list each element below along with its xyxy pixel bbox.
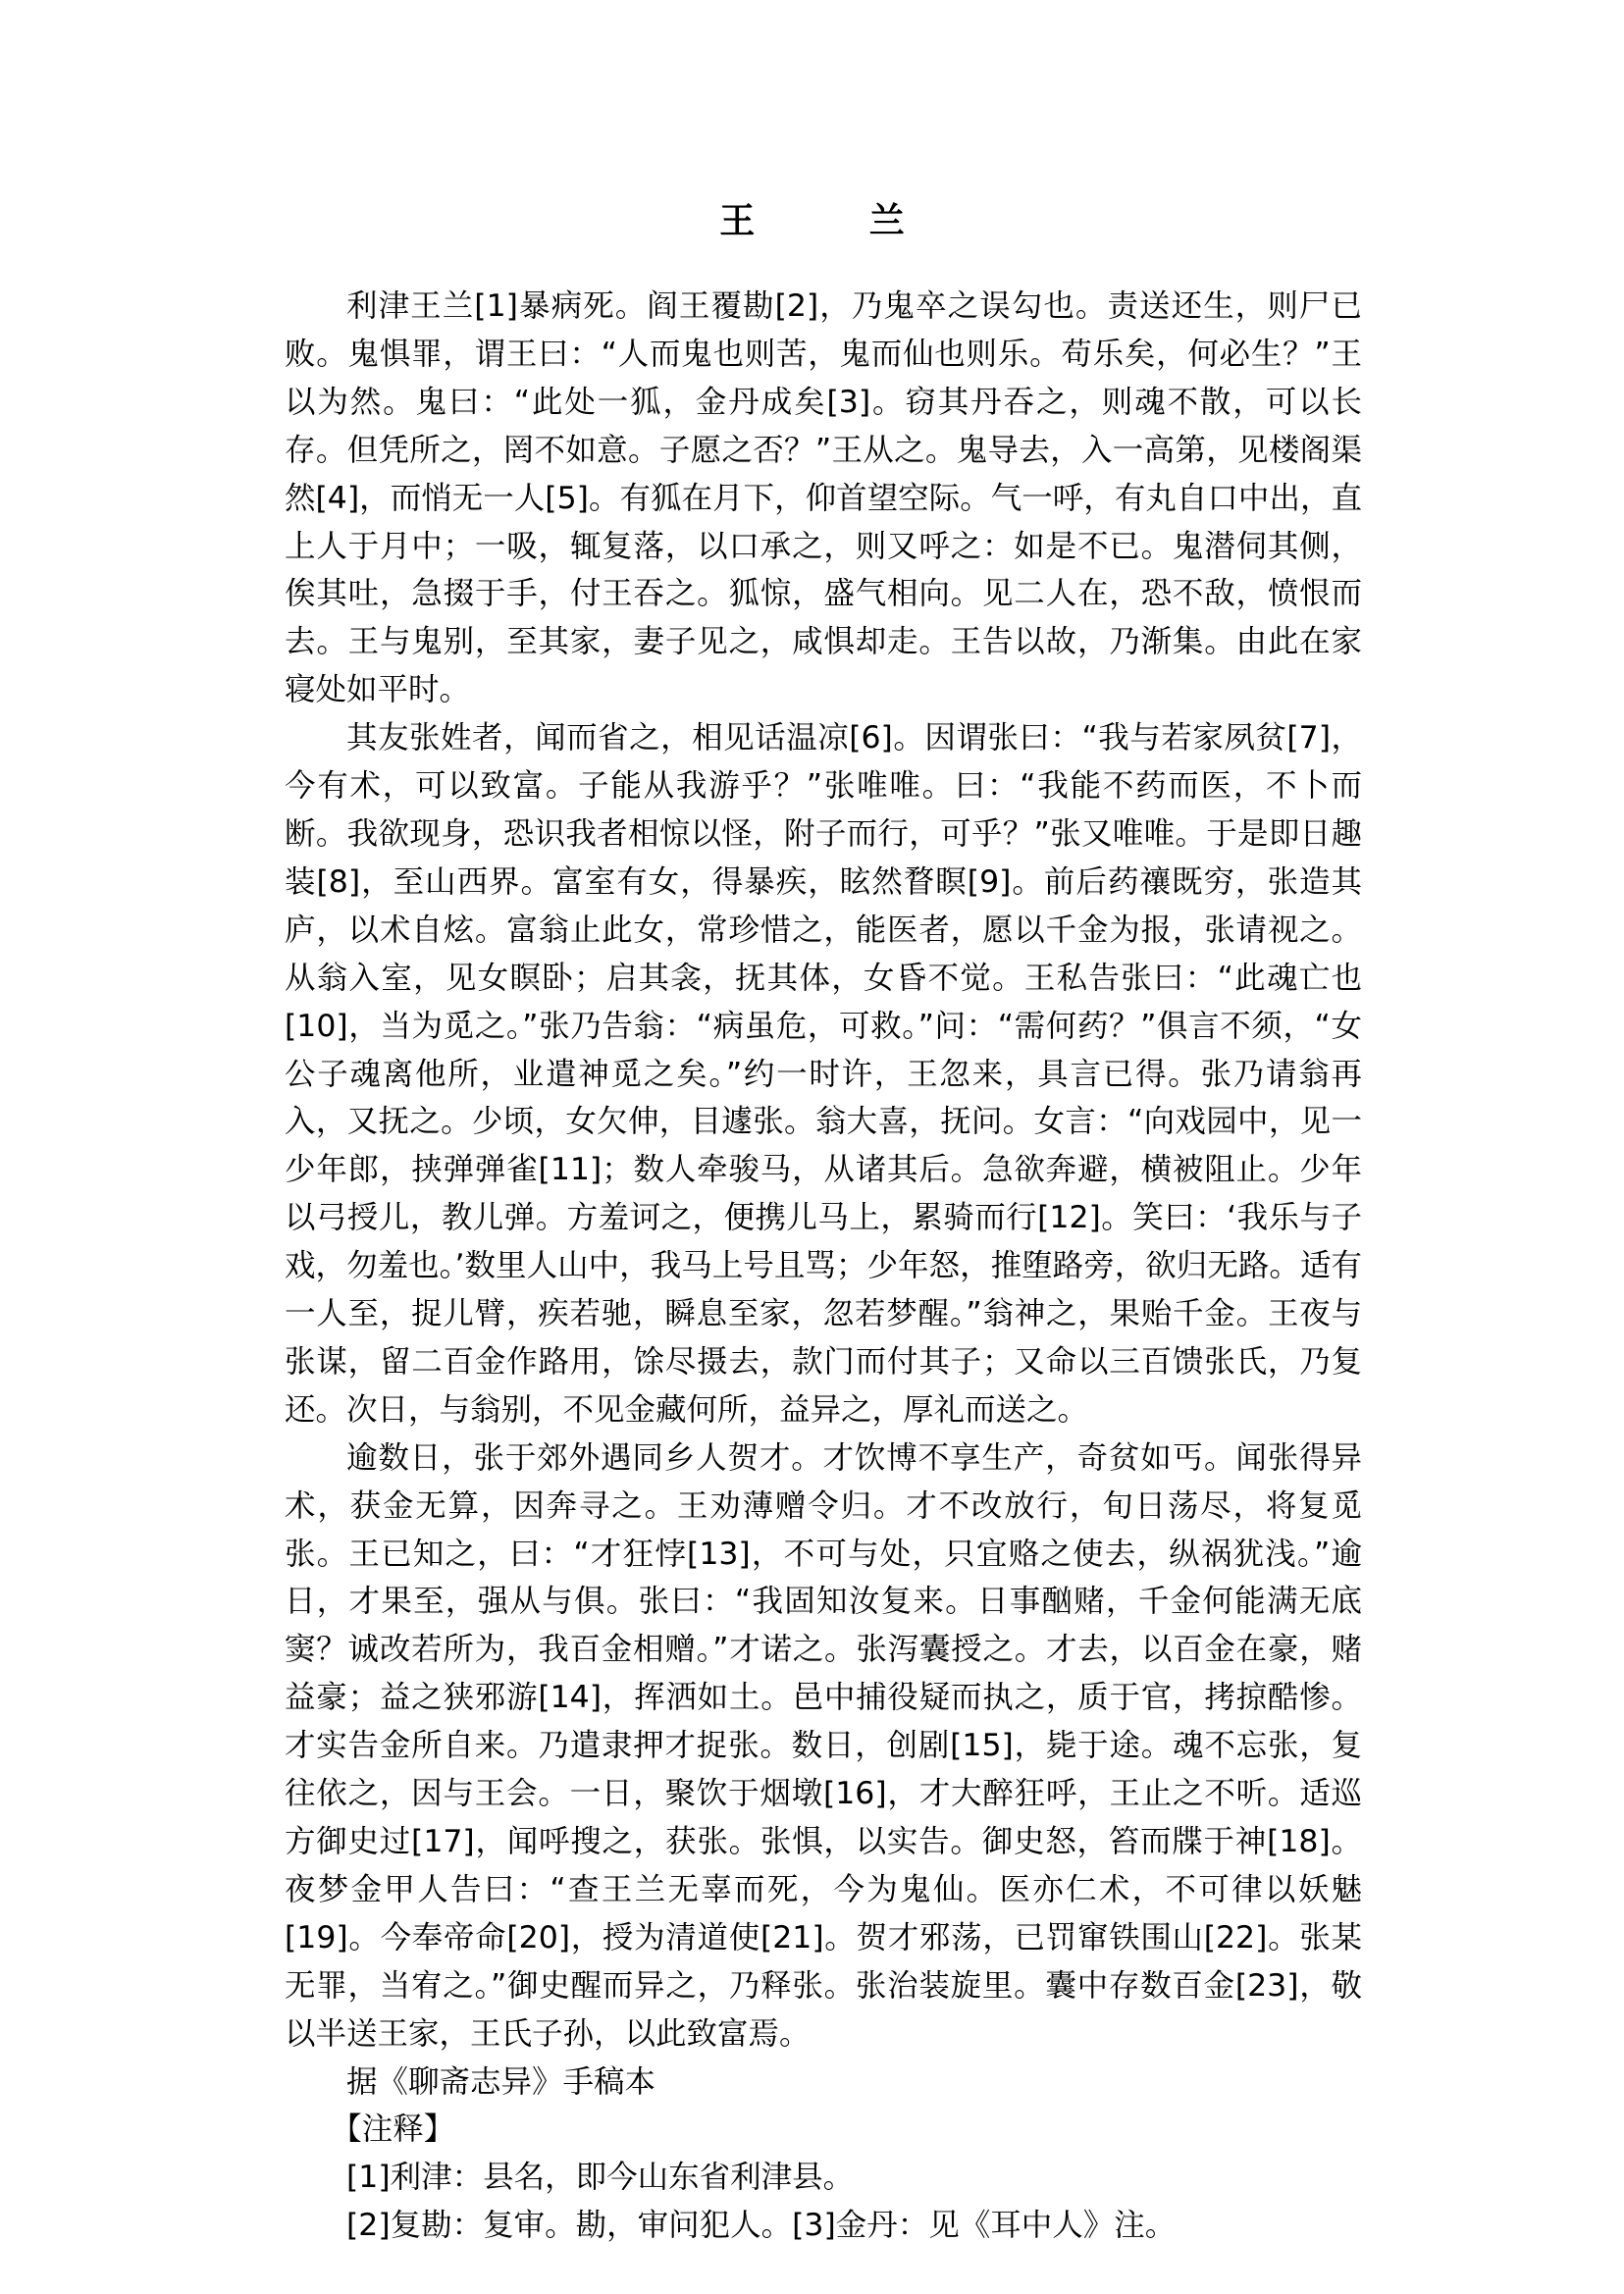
notes-heading: 【注释】 [331, 2112, 455, 2148]
paragraph-2: 其友张姓者，闻而省之，相见话温凉[6]。因谓张曰：“我与若家夙贫[7]，今有术，可以致富。子能从我游乎？”张唯唯。曰：“我能不药而医，不卜而断。我欲现身，恐识我者相惊以怪，附子而行，可乎？”张又唯唯。于是即日趣装[8]，至山西界。富室有女，得暴疾，眩然瞀瞑[9]。前后药禳既穷，张造其庐，以术自炫。富翁止此女，常珍惜之，能医者，愿以千金为报，张请视之。从翁入室，见女瞑卧；启其衾，抚其体，女昏不觉。王私告张曰：“此魂亡也[10]，当为觅之。”张乃告翁：“病虽危，可救。”问：“需何药？”俱言不须，“女公子魂离他所，业遣神觅之矣。”约一时许，王忽来，具言已得。张乃请翁再入，又抚之。少顷，女欠伸，目遽张。翁大喜，抚问。女言：“向戏园中，见一少年郎，挟弹弹雀[11]；数人牵骏马，从诸其后。急欲奔避，横被阻止。少年以弓授儿，教儿弹。方羞诃之，便携儿马上，累骑而行[12]。笑曰：‘我乐与子戏，勿羞也。’数里人山中，我马上号且骂；少年怒，推堕路旁，欲归无路。适有一人至，捉儿臂，疾若驰，瞬息至家，忽若梦醒。”翁神之，果贻千金。王夜与张谋，留二百金作路用，馀尽摄去，款门而付其子；又命以三百馈张氏，乃复还。次日，与翁别，不见金藏何所，益异之，厚礼而送之。 [285, 720, 1362, 1428]
document-body [285, 283, 1362, 2250]
paragraph-1: 利津王兰[1]暴病死。阎王覆勘[2]，乃鬼卒之误勾也。责送还生，则尸已败。鬼惧罪，谓王曰：“人而鬼也则苦，鬼而仙也则乐。苟乐矣，何必生？”王以为然。鬼曰：“此处一狐，金丹成矣[3]。窃其丹吞之，则魂不散，可以长存。但凭所之，罔不如意。子愿之否？”王从之。鬼导去，入一高第，见楼阁渠然[4]，而悄无一人[5]。有狐在月下，仰首望空际。气一呼，有丸自口中出，直上人于月中；一吸，辄复落，以口承之，则又呼之：如是不已。鬼潜伺其侧，俟其吐，急掇于手，付王吞之。狐惊，盛气相向。见二人在，恐不敌，愤恨而去。王与鬼别，至其家，妻子见之，咸惧却走。王告以故，乃渐集。由此在家寝处如平时。 [285, 288, 1362, 708]
page-title: 王 兰 [719, 201, 956, 241]
footnote-1: [1]利津：县名，即今山东省利津县。 [346, 2160, 855, 2196]
footnote-2: [2]复勘：复审。勘，审问犯人。[3]金丹：见《耳中人》注。 [346, 2208, 1177, 2244]
source-note: 据《聊斋志异》手稿本 [346, 2063, 656, 2100]
paragraph-3: 逾数日，张于郊外遇同乡人贺才。才饮博不享生产，奇贫如丐。闻张得异术，获金无算，因奔寻之。王劝薄赠令归。才不改放行，旬日荡尽，将复觅张。王已知之，曰：“才狂悖[13]，不可与处，只宜赂之使去，纵祸犹浅。”逾日，才果至，强从与俱。张曰：“我固知汝复来。日事酗赌，千金何能满无底窦？诚改若所为，我百金相赠。”才诺之。张泻囊授之。才去，以百金在豪，赌益豪；益之狭邪游[14]，挥洒如土。邑中捕役疑而执之，质于官，拷掠酷惨。才实告金所自来。乃遣隶押才捉张。数日，创剧[15]，毙于途。魂不忘张，复往依之，因与王会。一日，聚饮于烟墩[16]，才大醉狂呼，王止之不听。适巡方御史过[17]，闻呼搜之，获张。张惧，以实告。御史怒，笞而牒于神[18]。夜梦金甲人告曰：“查王兰无辜而死，今为鬼仙。医亦仁术，不可律以妖魅[19]。今奉帝命[20]，授为清道使[21]。贺才邪荡，已罚窜铁围山[22]。张某无罪，当宥之。”御史醒而异之，乃释张。张治装旋里。囊中存数百金[23]，敬以半送王家，王氏子孙，以此致富焉。 [285, 1439, 1362, 2052]
